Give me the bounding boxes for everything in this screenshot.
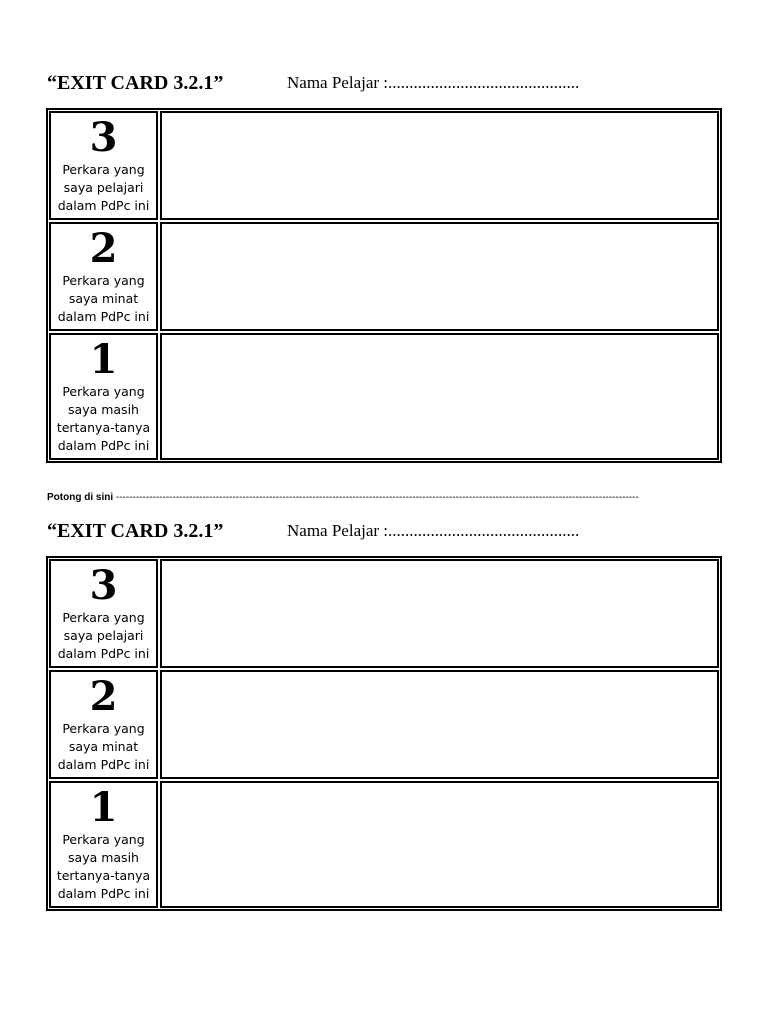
card-1-row-2-number: 2 bbox=[89, 225, 118, 272]
card-2-row-3 bbox=[49, 559, 719, 668]
card-1-row-1-label: Perkara yang saya masih tertanya-tanya dalam PdPc ini bbox=[56, 384, 151, 453]
card-2-row-1-answer-box[interactable] bbox=[160, 781, 719, 908]
card-2-title: “EXIT CARD 3.2.1” bbox=[47, 520, 224, 542]
card-1-row-3 bbox=[49, 111, 719, 220]
card-2-row-2-label: Perkara yang saya minat dalam PdPc ini bbox=[57, 721, 150, 772]
card-2-header bbox=[47, 518, 727, 546]
card-2-row-2-label-cell bbox=[49, 670, 158, 779]
card-1-name-field[interactable]: Nama Pelajar :............................................. bbox=[287, 73, 580, 92]
card-1-row-1-number: 1 bbox=[89, 336, 118, 383]
cut-line-label: Potong di sini bbox=[47, 492, 114, 503]
card-2-row-1 bbox=[49, 781, 719, 908]
cut-line-dashes: ------------------------------------------------------------------------------------------------------------------------------------------------------------- bbox=[115, 492, 639, 503]
card-1-row-3-label: Perkara yang saya pelajari dalam PdPc ini bbox=[57, 162, 150, 213]
card-2-table bbox=[46, 556, 722, 911]
card-1-row-1-label-cell bbox=[49, 333, 158, 460]
card-1-title: “EXIT CARD 3.2.1” bbox=[47, 72, 224, 94]
card-2-row-2 bbox=[49, 670, 719, 779]
card-2-row-3-number: 3 bbox=[89, 562, 118, 609]
card-1-header bbox=[47, 70, 727, 98]
card-2-row-3-label: Perkara yang saya pelajari dalam PdPc ini bbox=[57, 610, 150, 661]
card-2-row-2-number: 2 bbox=[89, 673, 118, 720]
card-1-row-3-number: 3 bbox=[89, 114, 118, 161]
card-1-table bbox=[46, 108, 722, 463]
card-1-row-2-label: Perkara yang saya minat dalam PdPc ini bbox=[57, 273, 150, 324]
card-1-row-3-answer-box[interactable] bbox=[160, 111, 719, 220]
card-2-row-1-label: Perkara yang saya masih tertanya-tanya dalam PdPc ini bbox=[56, 832, 151, 901]
card-1-row-2-label-cell bbox=[49, 222, 158, 331]
card-2-row-2-answer-box[interactable] bbox=[160, 670, 719, 779]
card-1-row-2 bbox=[49, 222, 719, 331]
card-2-name-field[interactable]: Nama Pelajar :............................................. bbox=[287, 521, 580, 540]
card-2-row-1-label-cell bbox=[49, 781, 158, 908]
card-1-row-1 bbox=[49, 333, 719, 460]
cut-line bbox=[47, 491, 719, 505]
card-2-row-3-label-cell bbox=[49, 559, 158, 668]
card-1-row-1-answer-box[interactable] bbox=[160, 333, 719, 460]
card-2-row-3-answer-box[interactable] bbox=[160, 559, 719, 668]
card-1-row-3-label-cell bbox=[49, 111, 158, 220]
card-2-row-1-number: 1 bbox=[89, 784, 118, 831]
card-1-row-2-answer-box[interactable] bbox=[160, 222, 719, 331]
